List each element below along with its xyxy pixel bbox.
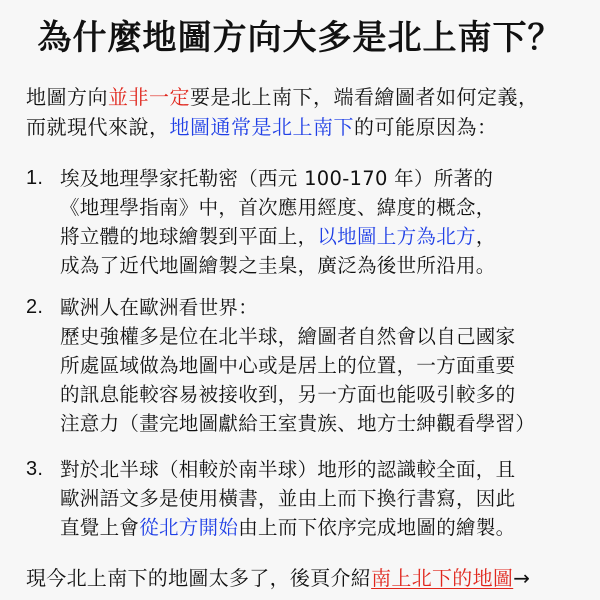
reason-line: 的訊息能較容易被接收到，另一方面也能吸引較多的 [60,383,516,406]
reason-row [26,455,586,484]
reason-line: 埃及地理學家托勒密（西元 100-170 年）所著的 [60,167,494,190]
reason-line [26,513,586,542]
intro-text: 要是北上南下，端看繪圖者如何定義， [190,85,539,109]
footer-text: 現今北上南下的地圖太多了，後頁介紹 [26,566,372,590]
reason-line: 所處區域做為地圖中心或是居上的位置，一方面重要 [60,354,516,377]
intro-paragraph [26,82,586,142]
reason-line: 歐洲人在歐洲看世界： [60,296,259,319]
reason-text: 由上而下依序完成地圖的繪製。 [238,516,516,539]
reason-line [26,222,586,251]
reason-item-3 [26,455,586,542]
reason-text: 直覺上會 [60,516,140,539]
next-page-link[interactable]: 南上北下的地圖 [371,566,514,590]
reason-line: 成為了近代地圖繪製之圭臬，廣泛為後世所沿用。 [60,254,496,277]
reason-number: 1. [26,167,44,189]
intro-text: 的可能原因為： [354,115,498,139]
intro-line-1 [26,82,586,112]
reason-row [26,164,586,193]
reason-line: 歐洲語文多是使用橫書，並由上而下換行書寫，因此 [60,487,516,510]
reason-line: 對於北半球（相較於南半球）地形的認識較全面，且 [60,458,516,481]
arrow-right-icon: → [513,566,531,590]
intro-text: 而就現代來說， [26,115,170,139]
reason-highlight-blue: 從北方開始 [139,516,239,539]
reason-text: 將立體的地球繪製到平面上， [60,225,318,248]
reason-line: 注意力（畫完地圖獻給王室貴族、地方士紳觀看學習） [60,412,536,435]
intro-highlight-red: 並非一定 [108,85,190,109]
intro-line-2 [26,112,586,142]
reason-number: 2. [26,296,44,318]
reason-item-1 [26,164,586,280]
intro-highlight-blue: 地圖通常是北上南下 [169,115,354,139]
reason-item-2 [26,293,586,438]
page-title: 為什麼地圖方向大多是北上南下？ [37,18,563,58]
reason-line: 歷史強權多是位在北半球，繪圖者自然會以自己國家 [60,325,516,348]
reason-text: ， [475,225,496,248]
reason-highlight-blue: 以地圖上方為北方 [317,225,476,248]
reason-line: 《地理學指南》中，首次應用經度、緯度的概念， [60,196,496,219]
intro-text: 地圖方向 [26,85,108,109]
reason-number: 3. [26,458,44,480]
footer-note [26,563,586,593]
reason-row [26,293,586,322]
